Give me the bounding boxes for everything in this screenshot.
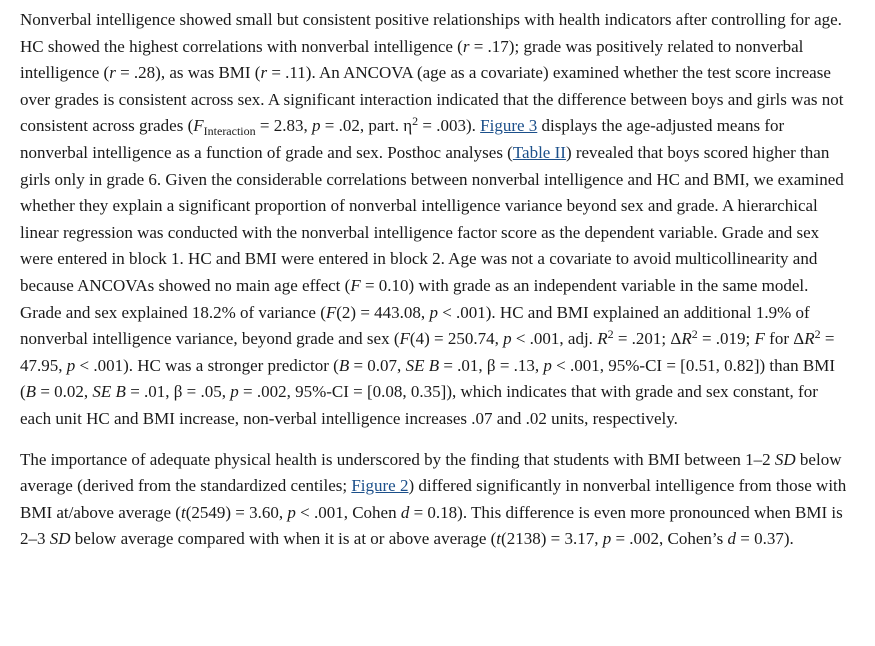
text-run: = .201; Δ xyxy=(613,329,682,349)
text-run: for Δ xyxy=(764,329,805,349)
italic-symbol: p xyxy=(311,116,321,136)
italic-symbol: B xyxy=(338,355,350,375)
superscript: 2 xyxy=(691,327,698,342)
xref-link[interactable]: Table II xyxy=(512,142,566,162)
subscript: Interaction xyxy=(203,124,256,139)
italic-symbol: F xyxy=(399,329,410,349)
italic-symbol: r xyxy=(260,63,268,83)
text-run: = 0.10) with grade as an independent variable in the same model. Grade and sex explained 18.2% of variance ( xyxy=(20,275,809,322)
paragraph-bmi-differences xyxy=(20,447,852,553)
italic-symbol: R xyxy=(597,329,608,349)
text-run: (2) = 443.08, xyxy=(336,302,430,322)
italic-symbol: p xyxy=(429,302,438,322)
superscript: 2 xyxy=(814,327,821,342)
italic-symbol: B xyxy=(25,382,37,402)
text-run: ) differed significantly in nonverbal intelligence from those with BMI at/above average ( xyxy=(20,476,847,522)
paragraph-results-regression xyxy=(20,7,852,433)
italic-symbol: F xyxy=(325,302,337,322)
italic-symbol: F xyxy=(350,275,361,295)
text-run: = 0.18). This difference is even more pronounced when BMI is 2–3 xyxy=(20,502,843,549)
text-run: < .001). HC and BMI explained an additional 1.9% of nonverbal intelligence variance, beyond grade and sex ( xyxy=(20,302,810,349)
text-run: < .001, Cohen xyxy=(295,502,401,522)
italic-symbol: p xyxy=(230,382,239,402)
superscript: 2 xyxy=(412,114,419,129)
text-run: < .001, 95%-CI = [0.51, 0.82]) than BMI ( xyxy=(20,355,836,402)
text-run: ) revealed that boys scored higher than girls only in grade 6. Given the considerable correlations between nonverbal intelligence and HC and BMI, we examined whether they explain a significant proportion of nonverbal intelligence variance beyond sex and grade. A hierarchical linear regression was conducted with the nonverbal intelligence factor score as the dependent variable. Grade and sex were entered in block 1. HC and BMI were entered in block 2. Age was not a covariate to avoid multicollinearity and because ANCOVAs showed no main age effect ( xyxy=(20,142,844,295)
text-run: = .019; xyxy=(697,329,755,349)
italic-symbol: p xyxy=(543,355,552,375)
text-run: below average compared with when it is at or above average ( xyxy=(70,529,497,549)
italic-symbol: t xyxy=(496,529,502,549)
italic-symbol: SE B xyxy=(405,355,440,375)
italic-symbol: p xyxy=(66,355,76,375)
text-run: < .001). HC was a stronger predictor ( xyxy=(75,355,339,375)
text-run: = .11). An ANCOVA (age as a covariate) examined whether the test score increase over grades is consistent across sex. A significant interaction indicated that the difference between boys and girls was not consistent across grades ( xyxy=(20,63,844,136)
text-run: = .02, part. η xyxy=(320,116,413,136)
text-run: = .01, β = .05, xyxy=(125,382,231,402)
text-run: = 47.95, xyxy=(20,329,835,375)
italic-symbol: R xyxy=(804,329,815,349)
italic-symbol: r xyxy=(109,63,116,83)
text-run: Nonverbal intelligence showed small but consistent positive relationships with health indicators after controlling for age. HC showed the highest correlations with nonverbal intelligence ( xyxy=(20,10,842,56)
text-run: = .28), as was BMI ( xyxy=(115,63,261,83)
text-run: = .002, Cohen’s xyxy=(611,529,728,549)
text-run: < .001, adj. xyxy=(511,329,598,349)
text-run: below average (derived from the standardized centiles; xyxy=(20,449,842,496)
text-run: = .01, β = .13, xyxy=(439,355,544,375)
xref-link[interactable]: Figure 3 xyxy=(480,116,538,136)
italic-symbol: R xyxy=(681,329,692,349)
text-run: (2549) = 3.60, xyxy=(185,502,288,522)
italic-symbol: SE B xyxy=(92,382,126,402)
text-run: The importance of adequate physical health is underscored by the finding that students with BMI between 1–2 xyxy=(20,449,775,469)
italic-symbol: t xyxy=(180,502,186,522)
xref-link[interactable]: Figure 2 xyxy=(351,476,409,496)
text-run: = 0.02, xyxy=(36,382,93,402)
text-run: displays the age-adjusted means for nonverbal intelligence as a function of grade and sex. Posthoc analyses ( xyxy=(20,116,785,162)
text-run: (4) = 250.74, xyxy=(409,329,504,349)
italic-symbol: p xyxy=(287,502,296,522)
italic-symbol: d xyxy=(400,502,410,522)
italic-symbol: F xyxy=(754,329,765,349)
superscript: 2 xyxy=(607,327,614,342)
text-run: = .002, 95%-CI = [0.08, 0.35]), which indicates that with grade and sex constant, for each unit HC and BMI increase, non-verbal intelligence increases .07 and .02 units, respectively. xyxy=(20,382,818,428)
italic-symbol: p xyxy=(503,329,512,349)
article-body xyxy=(20,7,852,567)
italic-symbol: F xyxy=(193,116,204,136)
text-run: = .17); grade was positively related to nonverbal intelligence ( xyxy=(20,36,804,83)
italic-symbol: r xyxy=(462,36,470,56)
text-run: = .003). xyxy=(418,116,481,136)
text-run: = 0.37). xyxy=(736,529,794,549)
text-run: = 0.07, xyxy=(349,355,406,375)
text-run: (2138) = 3.17, xyxy=(501,529,603,549)
italic-symbol: p xyxy=(602,529,612,549)
italic-symbol: d xyxy=(727,529,737,549)
italic-symbol: SD xyxy=(774,449,796,469)
italic-symbol: SD xyxy=(49,529,71,549)
text-run: = 2.83, xyxy=(255,116,312,136)
